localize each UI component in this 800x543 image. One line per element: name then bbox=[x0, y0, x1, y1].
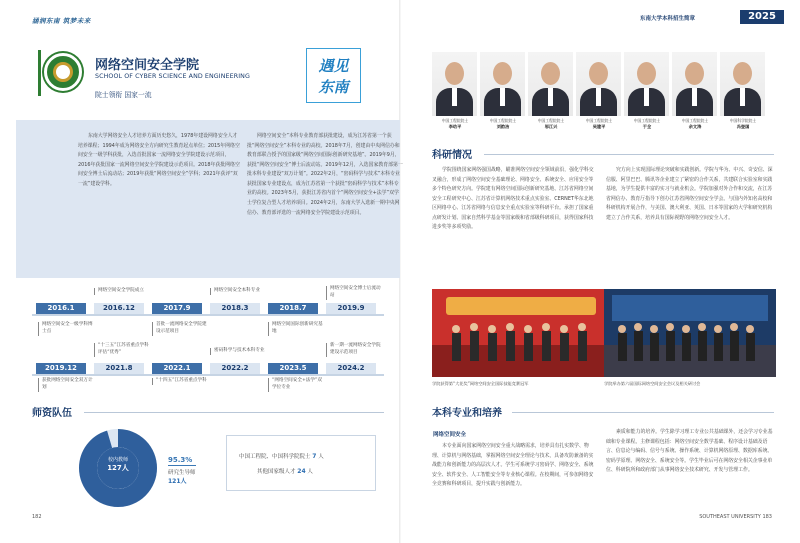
meet-line-2: 东南 bbox=[318, 78, 349, 96]
academician-caption bbox=[477, 118, 529, 130]
research-paragraph-2: 究方向上实现国际理论突破和实践创新。学院与华为、中兴、奇安信、深信服、阿里巴巴、腾讯等企业建立了紧密的合作关系，共建联合实验室和实践基地，为学生提供丰富的实习与就业机会。学院加强对外合作和交流，在江苏省网信办、教育厅指导下创办江苏省网络空间安全学会。与国内外知名高校和科研机构开展合作，与美国、澳大利亚、英国、日本等国家的大学和研究机构建立了合作关系，培养具有国际视野的网络空间安全人才。 bbox=[606, 167, 773, 221]
majors-title-rule bbox=[512, 412, 774, 413]
academician-title: 中国工程院院士 bbox=[441, 118, 469, 123]
school-emblem bbox=[44, 53, 82, 91]
academician-count bbox=[239, 452, 324, 460]
timeline-event: “网络空间安全+法学”双学位专业 bbox=[268, 378, 326, 392]
slogan: 涵润东南 筑梦未来 bbox=[32, 17, 91, 25]
timeline-year: 2019.9 bbox=[326, 303, 376, 314]
academician-photo bbox=[720, 52, 765, 116]
award-photo-image bbox=[432, 289, 612, 377]
award-photo-caption: 学院获得第“大花奖”网络空间安全国际技能竞赛冠军 bbox=[432, 381, 529, 386]
intro-paragraph-1: 东南大学网络安全人才培养方面历史悠久，1978年建设网络安全人才培养课程；1994年成为网络安全方向研究生教育起点单位；2015年网络空间安全一级学科获批，入选首批国家一流网络安全学院建设示范项目，2016年获批国家一流网络空间安全学院建设示范项目。2018年获批网络空间安全博士后流动站；2019年获批“网络空间安全”学科；2021年获评“双一流”建设学科。 bbox=[78, 133, 240, 187]
timeline-year: 2023.5 bbox=[268, 363, 318, 374]
donut-label-text: 校内教师 bbox=[107, 457, 128, 463]
timeline-year: 2016.12 bbox=[94, 303, 144, 314]
academician-title: 中国工程院院士 bbox=[681, 118, 709, 123]
timeline-event: 网络空间安全博士后流动站 bbox=[326, 286, 384, 300]
page-number-left: 182 bbox=[32, 514, 42, 520]
timeline-event: 网络空间国际创新研究基地 bbox=[268, 322, 326, 336]
national-talent-count bbox=[257, 467, 313, 475]
donut-value: 127人 bbox=[107, 464, 129, 472]
donut-label bbox=[78, 456, 158, 473]
academician-photo bbox=[528, 52, 573, 116]
academician-photo bbox=[432, 52, 477, 116]
pct-underline bbox=[168, 465, 196, 466]
academician-photo bbox=[624, 52, 669, 116]
academician-name: 吴建平 bbox=[592, 123, 606, 129]
intro-panel bbox=[16, 120, 403, 278]
timeline-event: 密码科学与技术本科专业 bbox=[210, 348, 268, 355]
conference-photo-caption: 学院举办第六届国际网络空间安全会议及相关研讨会 bbox=[604, 381, 701, 386]
research-title: 科研情况 bbox=[432, 150, 472, 161]
timeline-event: 新一期一流网络安全学院建设示范项目 bbox=[326, 343, 384, 357]
grad-advisor bbox=[168, 469, 196, 487]
majors-paragraph-2: 素质和能力的培养。学生除学习理工专业公共基础课外，还会学习专业基础和专业课程。主修课程包括：网络空间安全数学基础、程序设计基础及语言、信息论与编码、信号与系统、操作系统、计算机网络原理、数据库系统、密码学原理、网络安全、系统安全等。学生毕业后可在网络安全相关企事业单位、科研院所和政府部门从事网络安全技术研究、开发与管理工作。 bbox=[606, 429, 773, 474]
timeline-event: 网络空间安全本科专业 bbox=[210, 288, 268, 295]
conference-photo bbox=[604, 289, 784, 377]
academician-name: 邬江兴 bbox=[544, 123, 558, 129]
national-talent-unit: 人 bbox=[307, 469, 313, 475]
academician-unit: 人 bbox=[318, 454, 324, 460]
academician-photo bbox=[672, 52, 717, 116]
grad-advisor-value: 121人 bbox=[168, 478, 187, 486]
major-name: 网络空间安全 bbox=[433, 432, 467, 438]
timeline-year: 2024.2 bbox=[326, 363, 376, 374]
academician-caption bbox=[573, 118, 625, 130]
page-number-right: SOUTHEAST UNIVERSITY 183 bbox=[699, 514, 772, 520]
national-talent-number: 24 bbox=[297, 468, 306, 475]
academician-name: 余文涛 bbox=[688, 123, 702, 129]
academician-title: 中国工程院院士 bbox=[537, 118, 565, 123]
brochure-header: 东南大学本科招生简章 bbox=[640, 16, 696, 22]
academician-caption bbox=[621, 118, 673, 130]
talent-box bbox=[226, 435, 376, 491]
logo-accent-bar bbox=[38, 50, 41, 96]
academician-photo bbox=[480, 52, 525, 116]
timeline-line-2 bbox=[32, 374, 384, 376]
academician-name: 李幼平 bbox=[448, 123, 462, 129]
timeline-event: 网络空间安全学院成立 bbox=[94, 288, 152, 295]
conference-photo-image bbox=[604, 289, 776, 377]
academician-title: 中国工程院院士 bbox=[585, 118, 613, 123]
academician-name: 刘韵洁 bbox=[496, 123, 510, 129]
faculty-title-rule bbox=[84, 412, 384, 413]
timeline-event: 首批一流网络安全学院建设示范项目 bbox=[152, 322, 210, 336]
faculty-donut bbox=[78, 428, 158, 508]
academician-title: 中国工程院院士 bbox=[633, 118, 661, 123]
academician-caption bbox=[669, 118, 721, 130]
intro-paragraph-2: 网络空间安全”本科专业教育部获批建设，成为江苏省第一个获批“网络空间安全”本科专业的高校。2018年7月，创建由中央网信办和教育部联合授予的国家级“网络空间国际创新研究基地”。2019年9月，获批“网络空间安全”博士后流动站。2019年12月，入选国家教育部第一批本科专业建设“双万计划”。2022年2月，“密码科学与技术”本科专业获批国家专业建设点，成为江苏省第一个获批“密码科学与技术”本科专业的高校。2023年5月，获批江苏省内首个“网络空间安全+法学”双学士学位复合型人才培养项目。2024年2月，东南大学入选新一期中央网信办、教育部评选的一流网络安全学院建设示范项目。 bbox=[247, 133, 403, 216]
academician-name: 于全 bbox=[642, 123, 652, 129]
timeline-year: 2018.7 bbox=[268, 303, 318, 314]
timeline-line-1 bbox=[32, 314, 384, 316]
timeline-year: 2016.1 bbox=[36, 303, 86, 314]
majors-paragraph-1: 本专业面向国家网络空间安全重大战略需求，培养具有扎实数学、物理、计算机与网络基础，掌握网络空间安全理论与技术，具备攻防兼备的实战能力和创新能力的高层次人才。学生可系统学习密码学、网络安全、系统安全、软件安全、人工智能安全等专业核心课程。在校期间，可参加网络安全竞赛和科研项目，提升实践与创新能力。 bbox=[432, 443, 594, 488]
header-year: 2025 bbox=[740, 10, 784, 24]
academician-number: 7 bbox=[312, 453, 317, 460]
academician-photo bbox=[576, 52, 621, 116]
timeline-year: 2017.9 bbox=[152, 303, 202, 314]
school-name-cn: 网络空间安全学院 bbox=[95, 58, 200, 73]
timeline-year: 2018.3 bbox=[210, 303, 260, 314]
meet-line-1: 遇见 bbox=[318, 57, 349, 75]
national-talent-label: 其他国家级人才 bbox=[257, 469, 296, 475]
timeline-year: 2022.2 bbox=[210, 363, 260, 374]
school-name-en: SCHOOL OF CYBER SCIENCE AND ENGINEERING bbox=[95, 73, 250, 80]
timeline-event: 网络空间安全一级学科博士点 bbox=[38, 322, 96, 336]
research-paragraph-1: 学院围绕国家网络强国战略，瞄准网络空间安全领域前沿，强化学科交叉融合，形成了网络空间安全基础理论、网络安全、系统安全、应用安全等多个特色研究方向。学院建有网络空间国际创新研究基地、江苏省网络空间安全工程研究中心、江苏省计算机网络技术重点实验室、CERNET华东北地区网络中心、江苏省网络与信息安全重点实验室等科研平台。承担了国家重点研发计划、国家自然科学基金等国家级和省部级科研项目，获得国家科技进步奖等多项奖励。 bbox=[432, 167, 594, 231]
meet-southeast-logo bbox=[306, 48, 361, 103]
timeline-event: 获批网络空间安全双万计划 bbox=[38, 378, 96, 392]
majors-title: 本科专业和培养 bbox=[432, 408, 502, 419]
academician-label: 中国工程院、中国科学院院士 bbox=[239, 454, 311, 460]
timeline-year: 2022.1 bbox=[152, 363, 202, 374]
academician-title: 中国科学院院士 bbox=[729, 118, 757, 123]
grad-advisor-label: 研究生导师 bbox=[168, 470, 196, 476]
academician-name: 冯登国 bbox=[736, 123, 750, 129]
research-title-rule bbox=[484, 154, 774, 155]
academician-title: 中国工程院院士 bbox=[489, 118, 517, 123]
timeline-year: 2019.12 bbox=[36, 363, 86, 374]
academician-caption bbox=[429, 118, 481, 130]
award-photo bbox=[432, 289, 612, 377]
timeline-year: 2021.8 bbox=[94, 363, 144, 374]
timeline-event: “十四五”江苏省重点学科 bbox=[152, 378, 210, 385]
faculty-title: 师资队伍 bbox=[32, 408, 72, 419]
timeline-event: “十三五”江苏省重点学科评估“优秀” bbox=[94, 343, 152, 357]
school-motto: 院士领衔 国家一流 bbox=[95, 91, 152, 99]
academician-caption bbox=[525, 118, 577, 130]
grad-advisor-pct: 95.3% bbox=[168, 456, 193, 464]
academician-caption bbox=[717, 118, 769, 130]
